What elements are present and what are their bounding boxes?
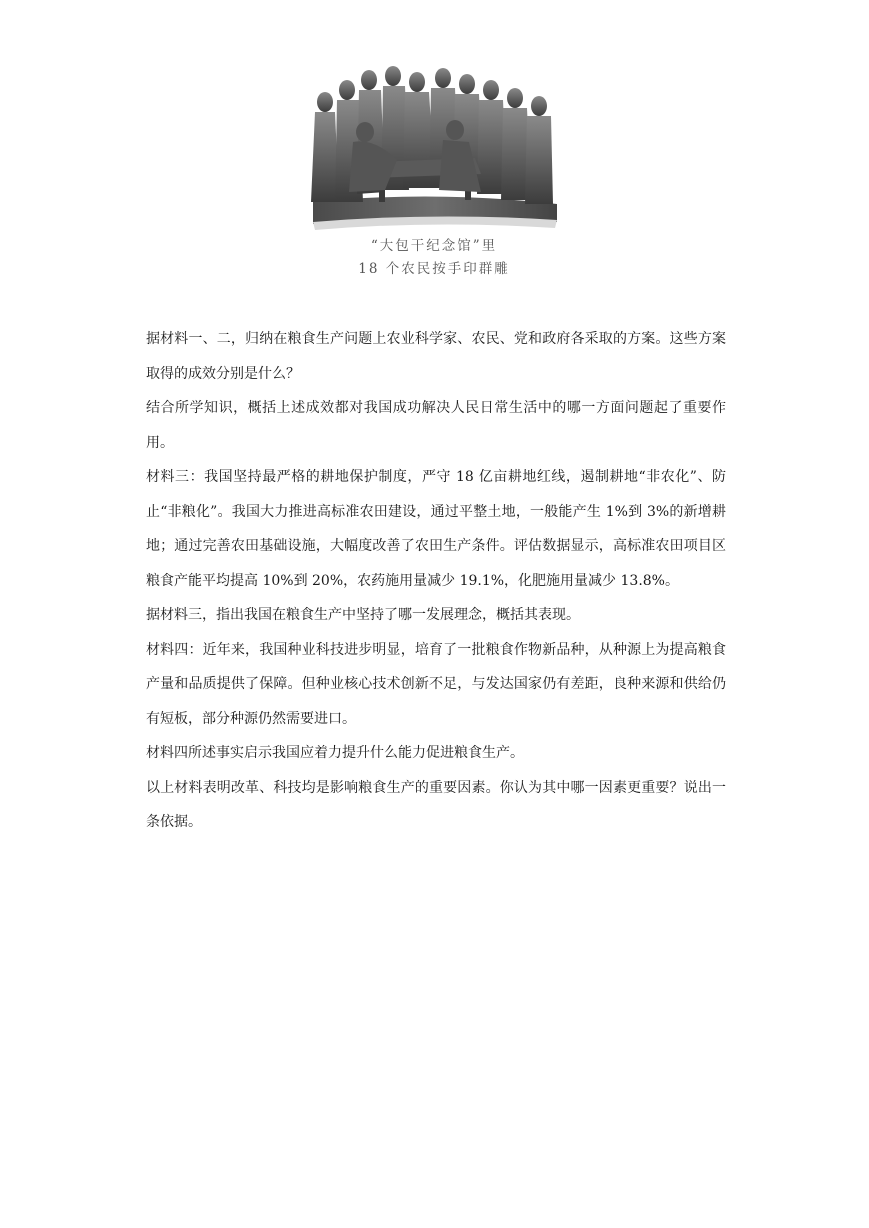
figure-caption-line2: 18 个农民按手印群雕	[358, 261, 510, 277]
material-four: 材料四：近年来，我国种业科技进步明显，培育了一批粮食作物新品种，从种源上为提高粮食产量和品质提供了保障。但种业核心技术创新不足，与发达国家仍有差距，良种来源和供给仍有短板，部分种源仍然需要进口。	[146, 641, 726, 727]
question-2: 结合所学知识，概括上述成效都对我国成功解决人民日常生活中的哪一方面问题起了重要作用。	[146, 400, 726, 451]
question-4: 材料四所述事实启示我国应着力提升什么能力促进粮食生产。	[146, 745, 524, 761]
sculpture-figure	[305, 62, 563, 287]
question-5: 以上材料表明改革、科技均是影响粮食生产的重要因素。你认为其中哪一因素更重要？说出一条依据。	[146, 779, 726, 830]
question-content	[146, 322, 726, 840]
material-three: 材料三：我国坚持最严格的耕地保护制度，严守 18 亿亩耕地红线，遏制耕地“非农化”、防止“非粮化”。我国大力推进高标准农田建设，通过平整土地，一般能产生 1%到 3%的新增耕地；通过完善农田基础设施，大幅度改善了农田生产条件。评估数据显示，高标准农田项目区粮食产能平均提高 10%到 20%，农药施用量减少 19.1%，化肥施用量减少 13.8%。	[146, 469, 726, 589]
figure-caption-line1: “大包干纪念馆”里	[370, 238, 498, 254]
sculpture-photo	[305, 62, 563, 232]
question-3: 据材料三，指出我国在粮食生产中坚持了哪一发展理念，概括其表现。	[146, 607, 580, 623]
question-1: 据材料一、二，归纳在粮食生产问题上农业科学家、农民、党和政府各采取的方案。这些方案取得的成效分别是什么？	[146, 331, 726, 382]
